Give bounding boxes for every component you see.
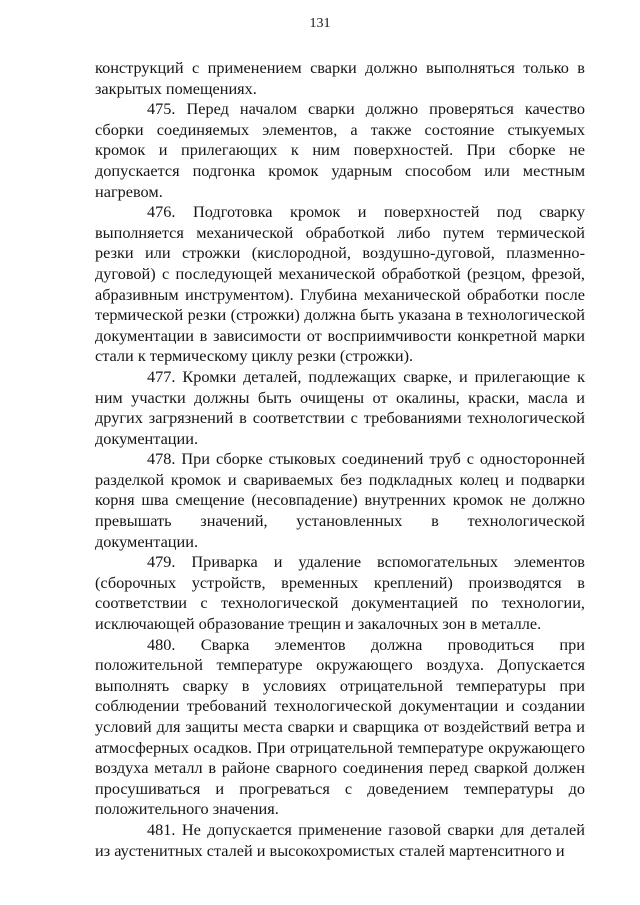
paragraph-479: 479. Приварка и удаление вспомогательных элементов (сборочных устройств, временных креплений) производятся в соответствии с технологической документацией по технологии, исключающей образование трещин и закалочных зон в металле.: [95, 552, 585, 634]
paragraph-481: 481. Не допускается применение газовой сварки для деталей из аустенитных сталей и высокохромистых сталей мартенситного и: [95, 819, 585, 860]
paragraph-continuation: конструкций с применением сварки должно выполняться только в закрытых помещениях.: [95, 58, 585, 98]
paragraph-477: 477. Кромки деталей, подлежащих сварке, и прилегающие к ним участки должны быть очищены от окалины, краски, масла и других загрязнений в соответствии с требованиями технологической документации.: [95, 366, 585, 448]
page-number: 131: [309, 16, 331, 31]
paragraph-476: 476. Подготовка кромок и поверхностей под сварку выполняется механической обработкой либо путем термической резки или строжки (кислородной, воздушно-дуговой, плазменно-дуговой) с последующей механической обработкой (резцом, фрезой, абразивным инструментом). Глубина механической обработки после термической резки (строжки) должна быть указана в технологической документации в зависимости от восприимчивости конкретной марки стали к термическому циклу резки (строжки).: [95, 202, 585, 366]
paragraph-475: 475. Перед началом сварки должно проверяться качество сборки соединяемых элементов, а также состояние стыкуемых кромок и прилегающих к ним поверхностей. При сборке не допускается подгонка кромок ударным способом или местным нагревом.: [95, 99, 585, 201]
paragraph-480: 480. Сварка элементов должна проводиться при положительной температуре окружающего воздуха. Допускается выполнять сварку в условиях отрицательной температуры при соблюдении требований технологической документации и создании условий для защиты места сварки и сварщика от воздействий ветра и атмосферных осадков. При отрицательной температуре окружающего воздуха металл в районе сварного соединения перед сваркой должен просушиваться и прогреваться с доведением температуры до положительного значения.: [95, 634, 585, 819]
paragraph-478: 478. При сборке стыковых соединений труб с односторонней разделкой кромок и свариваемых без подкладных колец и подварки корня шва смещение (несовпадение) внутренних кромок не должно превышать значений, установленных в технологической документации.: [95, 449, 585, 551]
page-body: [95, 58, 585, 861]
